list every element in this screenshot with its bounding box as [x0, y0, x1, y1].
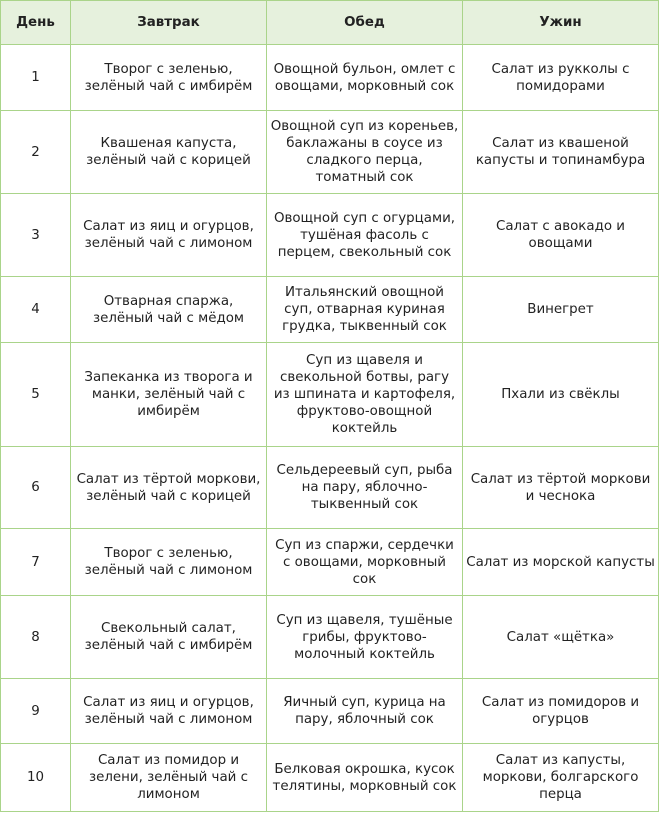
lunch-cell: Суп из спаржи, сердечки с овощами, морковный сок: [267, 529, 463, 596]
dinner-cell: Салат из квашеной капусты и топинамбура: [463, 111, 659, 194]
lunch-cell: Сельдереевый суп, рыба на пару, яблочно-тыквенный сок: [267, 447, 463, 529]
dinner-cell: Пхали из свёклы: [463, 343, 659, 447]
table-row: [1, 447, 659, 529]
table-row: [1, 111, 659, 194]
table-row: [1, 744, 659, 812]
lunch-cell: Овощной бульон, омлет с овощами, морковный сок: [267, 45, 463, 111]
day-cell: 8: [1, 596, 71, 679]
breakfast-cell: Отварная спаржа, зелёный чай с мёдом: [71, 277, 267, 343]
table-row: [1, 529, 659, 596]
lunch-cell: Овощной суп с огурцами, тушёная фасоль с перцем, свекольный сок: [267, 194, 463, 277]
header-row: [1, 1, 659, 45]
breakfast-cell: Салат из яиц и огурцов, зелёный чай с лимоном: [71, 194, 267, 277]
lunch-cell: Итальянский овощной суп, отварная куриная грудка, тыквенный сок: [267, 277, 463, 343]
breakfast-cell: Салат из тёртой моркови, зелёный чай с корицей: [71, 447, 267, 529]
lunch-cell: Суп из щавеля и свекольной ботвы, рагу из шпината и картофеля, фруктово-овощной коктейль: [267, 343, 463, 447]
dinner-cell: Салат из капусты, моркови, болгарского перца: [463, 744, 659, 812]
table-row: [1, 45, 659, 111]
table-row: [1, 679, 659, 744]
day-cell: 7: [1, 529, 71, 596]
breakfast-cell: Квашеная капуста, зелёный чай с корицей: [71, 111, 267, 194]
breakfast-cell: Свекольный салат, зелёный чай с имбирём: [71, 596, 267, 679]
lunch-cell: Яичный суп, курица на пару, яблочный сок: [267, 679, 463, 744]
day-cell: 9: [1, 679, 71, 744]
dinner-cell: Салат из морской капусты: [463, 529, 659, 596]
breakfast-cell: Запеканка из творога и манки, зелёный чай с имбирём: [71, 343, 267, 447]
breakfast-cell: Салат из яиц и огурцов, зелёный чай с лимоном: [71, 679, 267, 744]
lunch-cell: Суп из щавеля, тушёные грибы, фруктово-молочный коктейль: [267, 596, 463, 679]
breakfast-cell: Творог с зеленью, зелёный чай с имбирём: [71, 45, 267, 111]
day-cell: 3: [1, 194, 71, 277]
header-lunch: Обед: [267, 1, 463, 45]
table-row: [1, 343, 659, 447]
lunch-cell: Белковая окрошка, кусок телятины, морковный сок: [267, 744, 463, 812]
day-cell: 6: [1, 447, 71, 529]
dinner-cell: Салат «щётка»: [463, 596, 659, 679]
dinner-cell: Салат из помидоров и огурцов: [463, 679, 659, 744]
breakfast-cell: Творог с зеленью, зелёный чай с лимоном: [71, 529, 267, 596]
table-row: [1, 277, 659, 343]
day-cell: 5: [1, 343, 71, 447]
lunch-cell: Овощной суп из кореньев, баклажаны в соусе из сладкого перца, томатный сок: [267, 111, 463, 194]
day-cell: 10: [1, 744, 71, 812]
day-cell: 2: [1, 111, 71, 194]
dinner-cell: Винегрет: [463, 277, 659, 343]
dinner-cell: Салат из тёртой моркови и чеснока: [463, 447, 659, 529]
table-row: [1, 596, 659, 679]
day-cell: 1: [1, 45, 71, 111]
table-row: [1, 194, 659, 277]
breakfast-cell: Салат из помидор и зелени, зелёный чай с лимоном: [71, 744, 267, 812]
dinner-cell: Салат с авокадо и овощами: [463, 194, 659, 277]
header-day: День: [1, 1, 71, 45]
day-cell: 4: [1, 277, 71, 343]
header-dinner: Ужин: [463, 1, 659, 45]
header-breakfast: Завтрак: [71, 1, 267, 45]
dinner-cell: Салат из рукколы с помидорами: [463, 45, 659, 111]
